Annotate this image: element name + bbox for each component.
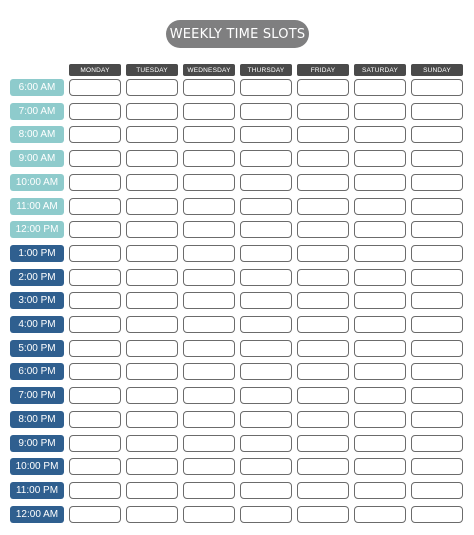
time-slot-cell[interactable]	[126, 411, 178, 428]
time-slot-cell[interactable]	[240, 79, 292, 96]
time-slot-cell[interactable]	[240, 482, 292, 499]
time-label: 9:00 PM	[10, 435, 64, 452]
time-slot-cell[interactable]	[297, 316, 349, 333]
time-slot-cell[interactable]	[240, 174, 292, 191]
time-slot-cell[interactable]	[297, 292, 349, 309]
time-slot-cell[interactable]	[240, 126, 292, 143]
time-slot-cell[interactable]	[240, 458, 292, 475]
time-slot-cell[interactable]	[297, 269, 349, 286]
time-label: 7:00 AM	[10, 103, 64, 120]
time-slot-cell[interactable]	[126, 126, 178, 143]
time-slot-cell[interactable]	[69, 269, 121, 286]
time-slot-cell[interactable]	[183, 411, 235, 428]
time-slot-cell[interactable]	[240, 221, 292, 238]
time-slot-cell[interactable]	[183, 316, 235, 333]
time-slot-cell[interactable]	[240, 150, 292, 167]
time-slot-cell[interactable]	[411, 103, 463, 120]
time-slot-cell[interactable]	[126, 458, 178, 475]
time-slot-cell[interactable]	[240, 292, 292, 309]
time-label: 11:00 AM	[10, 198, 64, 215]
time-slot-cell[interactable]	[69, 411, 121, 428]
time-slot-cell[interactable]	[126, 506, 178, 523]
day-header-saturday: SATURDAY	[354, 64, 406, 76]
time-slot-cell[interactable]	[411, 245, 463, 262]
time-slot-cell[interactable]	[411, 316, 463, 333]
time-label: 9:00 AM	[10, 150, 64, 167]
day-header-monday: MONDAY	[69, 64, 121, 76]
time-slot-cell[interactable]	[411, 221, 463, 238]
time-label: 6:00 AM	[10, 79, 64, 96]
time-slot-cell[interactable]	[354, 411, 406, 428]
time-slot-cell[interactable]	[183, 103, 235, 120]
time-slot-cell[interactable]	[297, 411, 349, 428]
time-slot-cell[interactable]	[354, 79, 406, 96]
time-slot-cell[interactable]	[297, 174, 349, 191]
time-label: 8:00 PM	[10, 411, 64, 428]
time-slot-cell[interactable]	[183, 245, 235, 262]
time-slot-cell[interactable]	[183, 435, 235, 452]
time-slot-cell[interactable]	[297, 458, 349, 475]
time-slot-cell[interactable]	[354, 458, 406, 475]
time-slot-cell[interactable]	[126, 387, 178, 404]
time-slot-cell[interactable]	[240, 411, 292, 428]
time-slot-cell[interactable]	[297, 245, 349, 262]
time-slot-cell[interactable]	[354, 340, 406, 357]
time-slot-cell[interactable]	[354, 506, 406, 523]
time-slot-cell[interactable]	[183, 79, 235, 96]
time-slot-cell[interactable]	[183, 126, 235, 143]
time-slot-cell[interactable]	[240, 340, 292, 357]
day-header-thursday: THURSDAY	[240, 64, 292, 76]
time-slot-cell[interactable]	[240, 245, 292, 262]
time-slot-cell[interactable]	[183, 198, 235, 215]
time-slot-cell[interactable]	[126, 174, 178, 191]
time-slot-cell[interactable]	[69, 363, 121, 380]
time-label: 12:00 PM	[10, 221, 64, 238]
time-slot-cell[interactable]	[126, 363, 178, 380]
time-slot-cell[interactable]	[69, 198, 121, 215]
time-slot-cell[interactable]	[297, 221, 349, 238]
time-slot-cell[interactable]	[354, 435, 406, 452]
time-slot-cell[interactable]	[69, 482, 121, 499]
time-slot-cell[interactable]	[411, 482, 463, 499]
time-slot-cell[interactable]	[69, 506, 121, 523]
time-label: 12:00 AM	[10, 506, 64, 523]
time-label: 1:00 PM	[10, 245, 64, 262]
time-slot-cell[interactable]	[69, 458, 121, 475]
time-slot-cell[interactable]	[183, 458, 235, 475]
day-header-wednesday: WEDNESDAY	[183, 64, 235, 76]
time-slot-cell[interactable]	[411, 269, 463, 286]
time-slot-cell[interactable]	[411, 458, 463, 475]
time-slot-cell[interactable]	[411, 150, 463, 167]
time-slot-cell[interactable]	[69, 435, 121, 452]
time-slot-cell[interactable]	[297, 506, 349, 523]
time-slot-cell[interactable]	[354, 482, 406, 499]
time-slot-cell[interactable]	[411, 292, 463, 309]
time-slot-cell[interactable]	[240, 363, 292, 380]
time-slot-cell[interactable]	[126, 340, 178, 357]
time-slot-cell[interactable]	[411, 387, 463, 404]
time-slot-cell[interactable]	[69, 79, 121, 96]
time-slot-cell[interactable]	[411, 435, 463, 452]
time-slot-cell[interactable]	[69, 245, 121, 262]
time-slot-cell[interactable]	[297, 435, 349, 452]
time-slot-cell[interactable]	[126, 435, 178, 452]
time-label: 11:00 PM	[10, 482, 64, 499]
time-slot-cell[interactable]	[183, 221, 235, 238]
time-slot-cell[interactable]	[354, 103, 406, 120]
time-slot-cell[interactable]	[126, 269, 178, 286]
time-label: 4:00 PM	[10, 316, 64, 333]
time-slot-cell[interactable]	[69, 221, 121, 238]
time-slot-cell[interactable]	[183, 150, 235, 167]
page-title: WEEKLY TIME SLOTS	[166, 20, 309, 48]
time-slot-cell[interactable]	[354, 150, 406, 167]
day-header-tuesday: TUESDAY	[126, 64, 178, 76]
time-slot-cell[interactable]	[126, 292, 178, 309]
time-slot-cell[interactable]	[411, 411, 463, 428]
time-label: 6:00 PM	[10, 363, 64, 380]
time-slot-cell[interactable]	[183, 506, 235, 523]
time-slot-cell[interactable]	[69, 387, 121, 404]
time-slot-cell[interactable]	[126, 150, 178, 167]
time-slot-cell[interactable]	[240, 316, 292, 333]
time-slot-cell[interactable]	[354, 363, 406, 380]
time-slot-cell[interactable]	[354, 387, 406, 404]
time-slot-cell[interactable]	[240, 506, 292, 523]
time-slot-cell[interactable]	[297, 363, 349, 380]
time-slot-cell[interactable]	[69, 174, 121, 191]
time-slot-cell[interactable]	[297, 126, 349, 143]
time-slot-cell[interactable]	[183, 340, 235, 357]
time-slot-cell[interactable]	[240, 387, 292, 404]
day-header-friday: FRIDAY	[297, 64, 349, 76]
time-slot-cell[interactable]	[411, 198, 463, 215]
time-slot-cell[interactable]	[354, 245, 406, 262]
time-slot-cell[interactable]	[297, 340, 349, 357]
time-slot-cell[interactable]	[411, 126, 463, 143]
time-slot-cell[interactable]	[126, 316, 178, 333]
time-label: 8:00 AM	[10, 126, 64, 143]
time-slot-cell[interactable]	[126, 245, 178, 262]
time-label: 10:00 AM	[10, 174, 64, 191]
time-slot-cell[interactable]	[126, 79, 178, 96]
time-slot-cell[interactable]	[297, 150, 349, 167]
time-slot-cell[interactable]	[69, 150, 121, 167]
time-slot-cell[interactable]	[411, 363, 463, 380]
time-slot-cell[interactable]	[69, 103, 121, 120]
time-slot-cell[interactable]	[354, 292, 406, 309]
time-slot-cell[interactable]	[240, 103, 292, 120]
time-slot-cell[interactable]	[297, 482, 349, 499]
time-label: 2:00 PM	[10, 269, 64, 286]
time-slot-cell[interactable]	[183, 387, 235, 404]
time-slot-cell[interactable]	[183, 292, 235, 309]
time-slot-cell[interactable]	[354, 126, 406, 143]
time-slot-cell[interactable]	[183, 482, 235, 499]
time-slot-cell[interactable]	[411, 340, 463, 357]
time-slot-cell[interactable]	[240, 198, 292, 215]
time-slot-cell[interactable]	[69, 316, 121, 333]
time-slot-cell[interactable]	[354, 174, 406, 191]
time-slot-cell[interactable]	[297, 103, 349, 120]
time-label: 5:00 PM	[10, 340, 64, 357]
time-slot-cell[interactable]	[69, 340, 121, 357]
time-slot-cell[interactable]	[183, 363, 235, 380]
time-slot-cell[interactable]	[126, 103, 178, 120]
time-slot-cell[interactable]	[126, 482, 178, 499]
time-slot-cell[interactable]	[126, 198, 178, 215]
time-slot-cell[interactable]	[354, 316, 406, 333]
time-slot-cell[interactable]	[411, 506, 463, 523]
day-header-sunday: SUNDAY	[411, 64, 463, 76]
time-slot-cell[interactable]	[183, 269, 235, 286]
time-slot-cell[interactable]	[411, 79, 463, 96]
time-slot-cell[interactable]	[354, 221, 406, 238]
time-slot-cell[interactable]	[126, 221, 178, 238]
time-slot-cell[interactable]	[69, 126, 121, 143]
time-slot-cell[interactable]	[354, 269, 406, 286]
time-slot-cell[interactable]	[411, 174, 463, 191]
time-slot-cell[interactable]	[354, 198, 406, 215]
time-slot-cell[interactable]	[240, 435, 292, 452]
time-slot-cell[interactable]	[297, 198, 349, 215]
time-slot-cell[interactable]	[69, 292, 121, 309]
time-slot-cell[interactable]	[297, 79, 349, 96]
time-slot-cell[interactable]	[297, 387, 349, 404]
time-slot-cell[interactable]	[240, 269, 292, 286]
time-slot-cell[interactable]	[183, 174, 235, 191]
time-label: 3:00 PM	[10, 292, 64, 309]
time-label: 10:00 PM	[10, 458, 64, 475]
time-label: 7:00 PM	[10, 387, 64, 404]
